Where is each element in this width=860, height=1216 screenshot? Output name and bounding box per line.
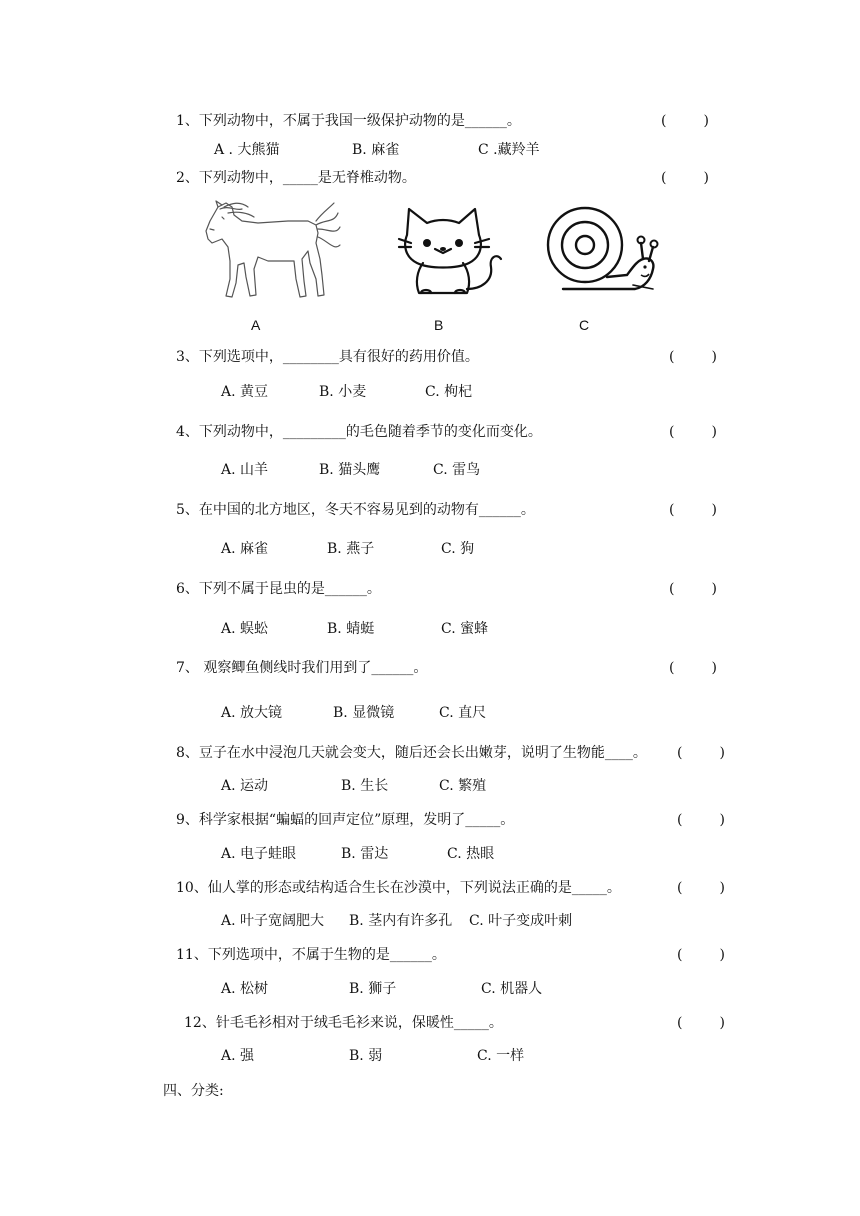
option-b[interactable]: B. 猫头鹰 <box>319 462 381 478</box>
snail-image[interactable] <box>545 205 661 297</box>
answer-bracket-2[interactable]: ( ) <box>661 170 709 186</box>
horse-image[interactable] <box>198 199 342 303</box>
option-c[interactable]: C. 热眼 <box>447 846 495 862</box>
question-2-stem: 2、下列动物中，_____是无脊椎动物。 <box>176 170 416 186</box>
image-label-b: B <box>434 317 444 333</box>
option-a[interactable]: A. 山羊 <box>221 462 269 478</box>
option-a[interactable]: A. 电子蛙眼 <box>221 846 297 862</box>
question-1-options <box>214 141 540 159</box>
answer-bracket-6[interactable]: ( ) <box>669 581 717 597</box>
option-c[interactable]: C. 一样 <box>477 1048 525 1064</box>
question-5-options <box>221 540 474 558</box>
question-7-options <box>221 704 486 722</box>
cat-image[interactable] <box>397 205 505 299</box>
question-7-stem: 7、 观察鲫鱼侧线时我们用到了______。 <box>176 660 428 676</box>
option-b[interactable]: B. 茎内有许多孔 <box>349 913 453 929</box>
option-c[interactable]: C .藏羚羊 <box>478 142 540 158</box>
question-4-stem: 4、下列动物中，_________的毛色随着季节的变化而变化。 <box>176 424 542 440</box>
answer-bracket-11[interactable]: ( ) <box>677 947 725 963</box>
option-b[interactable]: B. 小麦 <box>319 384 367 400</box>
question-9-options <box>221 845 494 863</box>
option-a[interactable]: A. 蜈蚣 <box>221 621 269 637</box>
option-a[interactable]: A. 黄豆 <box>221 384 269 400</box>
answer-bracket-1[interactable]: ( ) <box>661 113 709 129</box>
question-12-stem: 12、针毛毛衫相对于绒毛毛衫来说，保暖性_____。 <box>184 1015 503 1031</box>
answer-bracket-9[interactable]: ( ) <box>677 812 725 828</box>
answer-bracket-5[interactable]: ( ) <box>669 502 717 518</box>
option-a[interactable]: A. 麻雀 <box>221 541 269 557</box>
question-10-options <box>221 912 572 930</box>
question-6-stem: 6、下列不属于昆虫的是______。 <box>176 581 381 597</box>
question-3-options <box>221 383 472 401</box>
option-b[interactable]: B. 狮子 <box>349 981 397 997</box>
question-8-options <box>221 777 486 795</box>
option-c[interactable]: C. 繁殖 <box>439 778 487 794</box>
option-c[interactable]: C. 雷鸟 <box>433 462 481 478</box>
option-a[interactable]: A. 放大镜 <box>221 705 283 721</box>
option-c[interactable]: C. 叶子变成叶刺 <box>469 913 573 929</box>
question-5-stem: 5、在中国的北方地区，冬天不容易见到的动物有______。 <box>176 502 535 518</box>
option-b[interactable]: B. 燕子 <box>327 541 375 557</box>
question-1-stem: 1、下列动物中，不属于我国一级保护动物的是______。 <box>176 113 521 129</box>
option-b[interactable]: B. 弱 <box>349 1048 383 1064</box>
option-a[interactable]: A. 叶子宽阔肥大 <box>221 913 325 929</box>
answer-bracket-8[interactable]: ( ) <box>677 745 725 761</box>
question-12-options <box>221 1047 524 1065</box>
answer-bracket-10[interactable]: ( ) <box>677 880 725 896</box>
option-b[interactable]: B. 生长 <box>341 778 389 794</box>
option-c[interactable]: C. 狗 <box>441 541 475 557</box>
section-heading-classification: 四、分类: <box>163 1083 224 1099</box>
question-11-stem: 11、下列选项中，不属于生物的是______。 <box>176 947 446 963</box>
answer-bracket-12[interactable]: ( ) <box>677 1015 725 1031</box>
option-c[interactable]: C. 蜜蜂 <box>441 621 489 637</box>
question-11-options <box>221 980 542 998</box>
question-4-options <box>221 461 480 479</box>
option-a[interactable]: A. 运动 <box>221 778 269 794</box>
question-3-stem: 3、下列选项中，________具有很好的药用价值。 <box>176 349 479 365</box>
option-b[interactable]: B. 蜻蜓 <box>327 621 375 637</box>
answer-bracket-4[interactable]: ( ) <box>669 424 717 440</box>
question-6-options <box>221 620 488 638</box>
option-a[interactable]: A . 大熊猫 <box>214 142 280 158</box>
question-10-stem: 10、仙人掌的形态或结构适合生长在沙漠中，下列说法正确的是_____。 <box>176 880 621 896</box>
answer-bracket-3[interactable]: ( ) <box>669 349 717 365</box>
answer-bracket-7[interactable]: ( ) <box>669 660 717 676</box>
option-a[interactable]: A. 松树 <box>221 981 269 997</box>
option-b[interactable]: B. 雷达 <box>341 846 389 862</box>
question-9-stem: 9、科学家根据“蝙蝠的回声定位”原理，发明了_____。 <box>176 812 515 828</box>
option-c[interactable]: C. 直尺 <box>439 705 487 721</box>
option-b[interactable]: B. 显微镜 <box>333 705 395 721</box>
option-c[interactable]: C. 机器人 <box>481 981 543 997</box>
option-a[interactable]: A. 强 <box>221 1048 255 1064</box>
question-8-stem: 8、豆子在水中浸泡几天就会变大，随后还会长出嫩芽，说明了生物能____。 <box>176 745 647 761</box>
image-label-c: C <box>579 317 590 333</box>
option-c[interactable]: C. 枸杞 <box>425 384 473 400</box>
option-b[interactable]: B. 麻雀 <box>352 142 400 158</box>
image-label-a: A <box>251 317 261 333</box>
